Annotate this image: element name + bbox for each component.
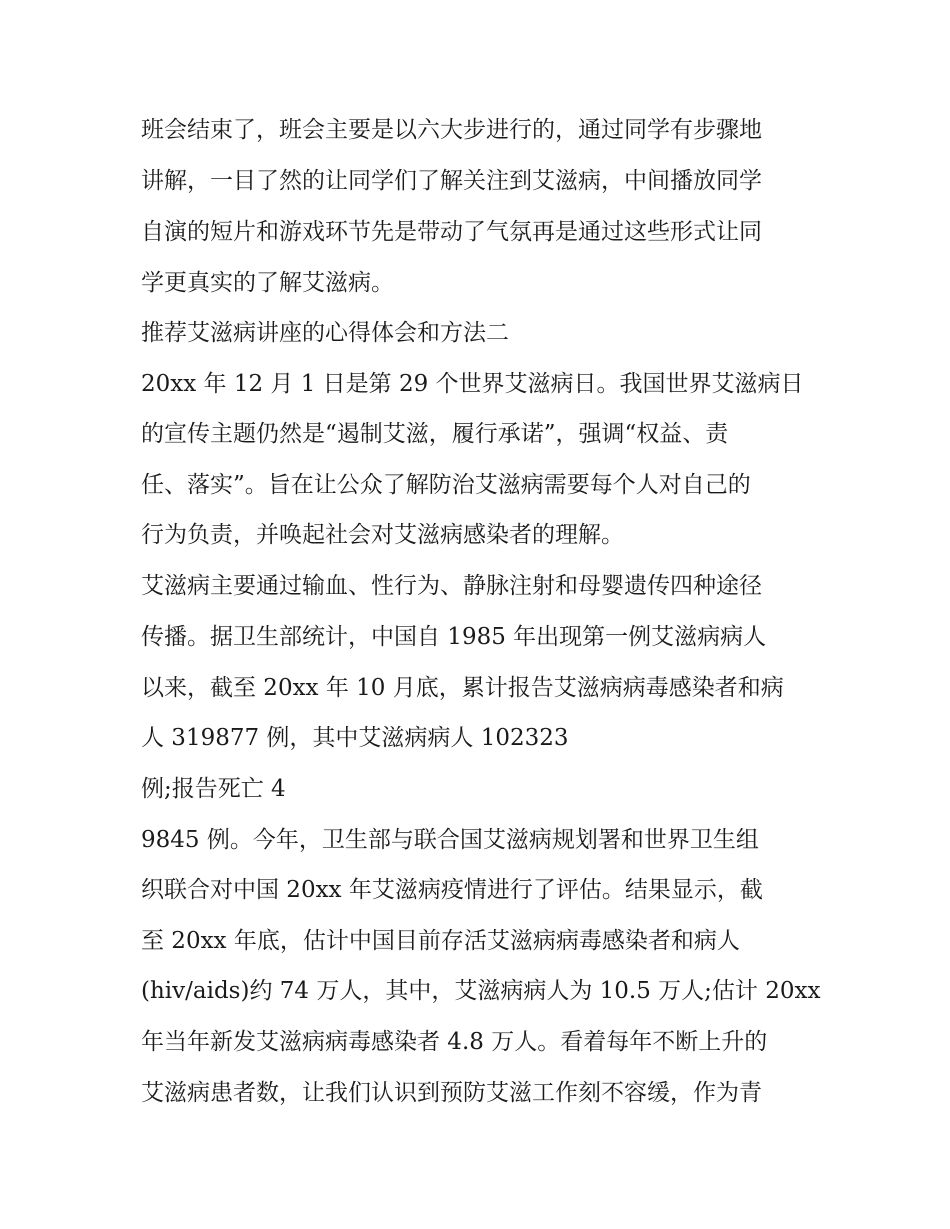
- text-line: 班会结束了，班会主要是以六大步进行的，通过同学有步骤地: [141, 117, 762, 143]
- text-line: 学更真实的了解艾滋病。: [141, 270, 394, 296]
- text-line: 以来，截至 20xx 年 10 月底，累计报告艾滋病病毒感染者和病: [141, 675, 784, 701]
- text-line: 的宣传主题仍然是“遏制艾滋，履行承诺”，强调“权益、责: [141, 421, 729, 447]
- text-line: 艾滋病患者数，让我们认识到预防艾滋工作刻不容缓，作为青: [141, 1080, 762, 1106]
- text-line: 至 20xx 年底，估计中国目前存活艾滋病病毒感染者和病人: [141, 928, 740, 954]
- text-line: 行为负责，并唤起社会对艾滋病感染者的理解。: [141, 522, 624, 548]
- text-line: 传播。据卫生部统计，中国自 1985 年出现第一例艾滋病病人: [141, 624, 767, 650]
- text-line: 20xx 年 12 月 1 日是第 29 个世界艾滋病日。我国世界艾滋病日: [141, 371, 804, 397]
- text-line: 织联合对中国 20xx 年艾滋病疫情进行了评估。结果显示，截: [141, 877, 763, 903]
- section-heading: 推荐艾滋病讲座的心得体会和方法二: [141, 320, 509, 346]
- text-line: 艾滋病主要通过输血、性行为、静脉注射和母婴遗传四种途径: [141, 573, 762, 599]
- text-line: 例;报告死亡 4: [141, 776, 286, 802]
- text-line: 9845 例。今年，卫生部与联合国艾滋病规划署和世界卫生组: [141, 827, 759, 853]
- text-line: 人 319877 例，其中艾滋病病人 102323: [141, 725, 569, 751]
- text-line: 年当年新发艾滋病病毒感染者 4.8 万人。看着每年不断上升的: [141, 1029, 768, 1055]
- text-line: (hiv/aids)约 74 万人，其中，艾滋病病人为 10.5 万人;估计 20xx: [141, 978, 821, 1004]
- text-line: 任、落实”。旨在让公众了解防治艾滋病需要每个人对自己的: [141, 472, 751, 498]
- text-line: 讲解，一目了然的让同学们了解关注到艾滋病，中间播放同学: [141, 168, 762, 194]
- text-line: 自演的短片和游戏环节先是带动了气氛再是通过这些形式让同: [141, 219, 762, 245]
